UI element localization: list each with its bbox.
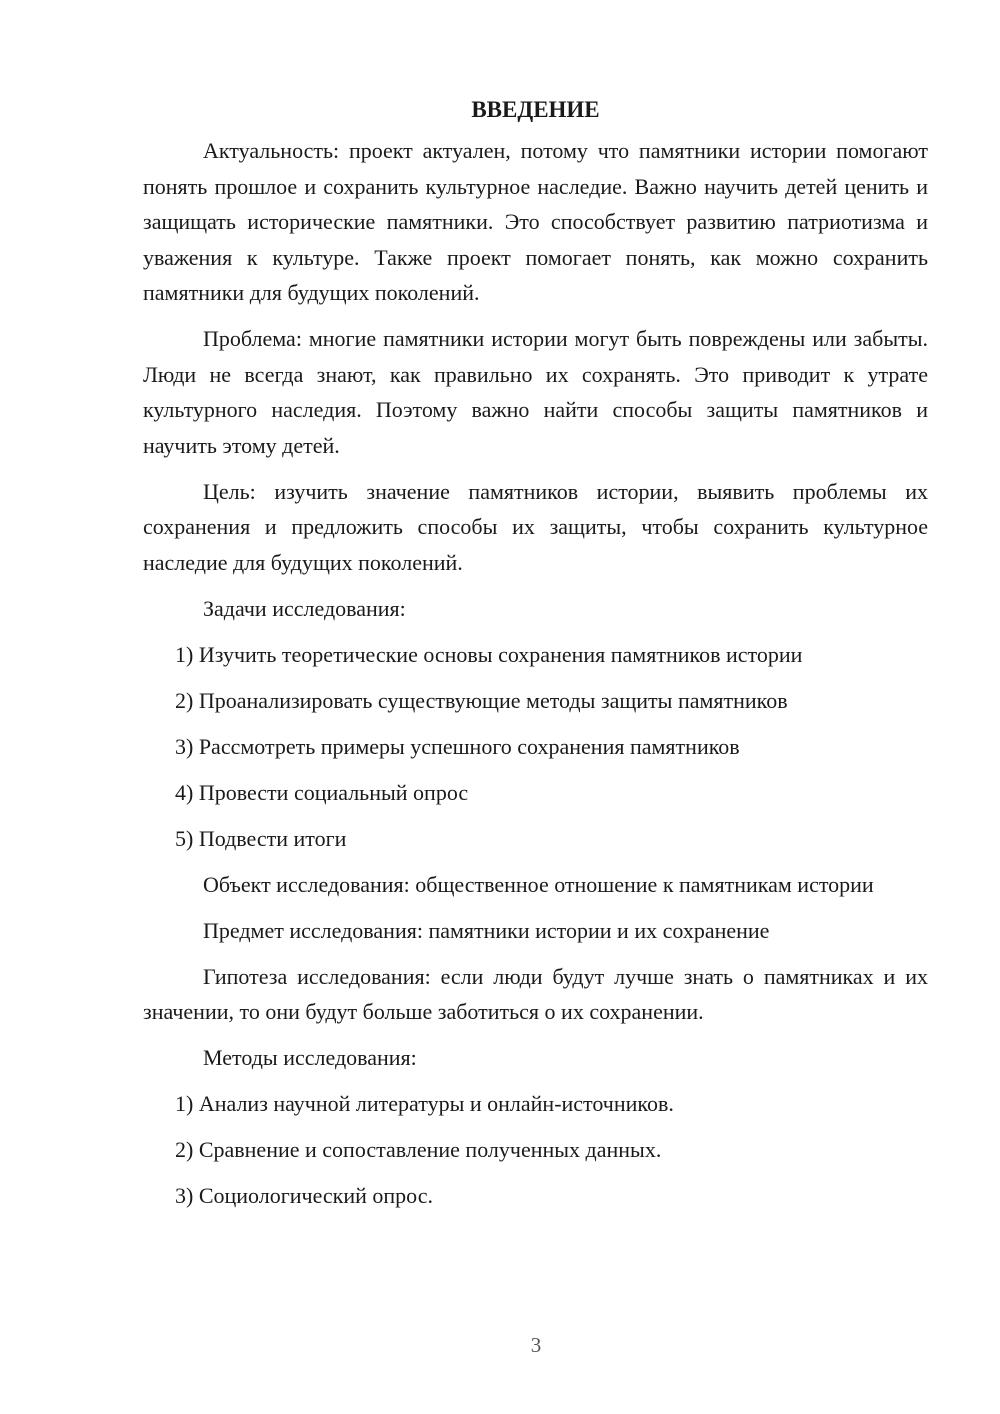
methods-list: [143, 1086, 928, 1214]
paragraph-relevance: Актуальность: проект актуален, потому что памятники истории помогают понять прошлое и сохранить культурное наследие. Важно научить детей ценить и защищать исторические памятники. Это способствует развитию патриотизма и уважения к культуре. Также проект помогает понять, как можно сохранить памятники для будущих поколений.: [143, 138, 928, 305]
paragraph-subject: Предмет исследования: памятники истории и их сохранение: [203, 917, 770, 943]
list-item: 3) Социологический опрос.: [175, 1183, 433, 1208]
document-page: [143, 95, 928, 1224]
list-item: 4) Провести социальный опрос: [175, 779, 469, 805]
methods-heading: Методы исследования:: [203, 1045, 417, 1070]
paragraph-hypothesis: Гипотеза исследования: если люди будут лучше знать о памятниках и их значении, то они будут больше заботиться о их сохранении.: [143, 963, 928, 1024]
page-number: 3: [530, 1333, 542, 1357]
paragraph-object: Объект исследования: общественное отношение к памятникам истории: [203, 871, 874, 897]
paragraph-goal: Цель: изучить значение памятников истории, выявить проблемы их сохранения и предложить способы их защиты, чтобы сохранить культурное наследие для будущих поколений.: [143, 478, 928, 575]
list-item: 2) Проанализировать существующие методы защиты памятников: [175, 687, 788, 713]
paragraph-problem: Проблема: многие памятники истории могут быть повреждены или забыты. Люди не всегда знают, как правильно их сохранять. Это приводит к утрате культурного наследия. Поэтому важно найти способы защиты памятников и научить этому детей.: [143, 326, 928, 458]
list-item: 1) Анализ научной литературы и онлайн-источников.: [175, 1091, 674, 1116]
tasks-heading: Задачи исследования:: [203, 595, 406, 621]
list-item: 3) Рассмотреть примеры успешного сохранения памятников: [175, 733, 740, 759]
tasks-list: [143, 637, 928, 857]
document-title: ВВЕДЕНИЕ: [471, 97, 600, 122]
list-item: 1) Изучить теоретические основы сохранения памятников истории: [175, 641, 803, 667]
list-item: 2) Сравнение и сопоставление полученных данных.: [175, 1137, 662, 1162]
list-item: 5) Подвести итоги: [175, 825, 347, 851]
